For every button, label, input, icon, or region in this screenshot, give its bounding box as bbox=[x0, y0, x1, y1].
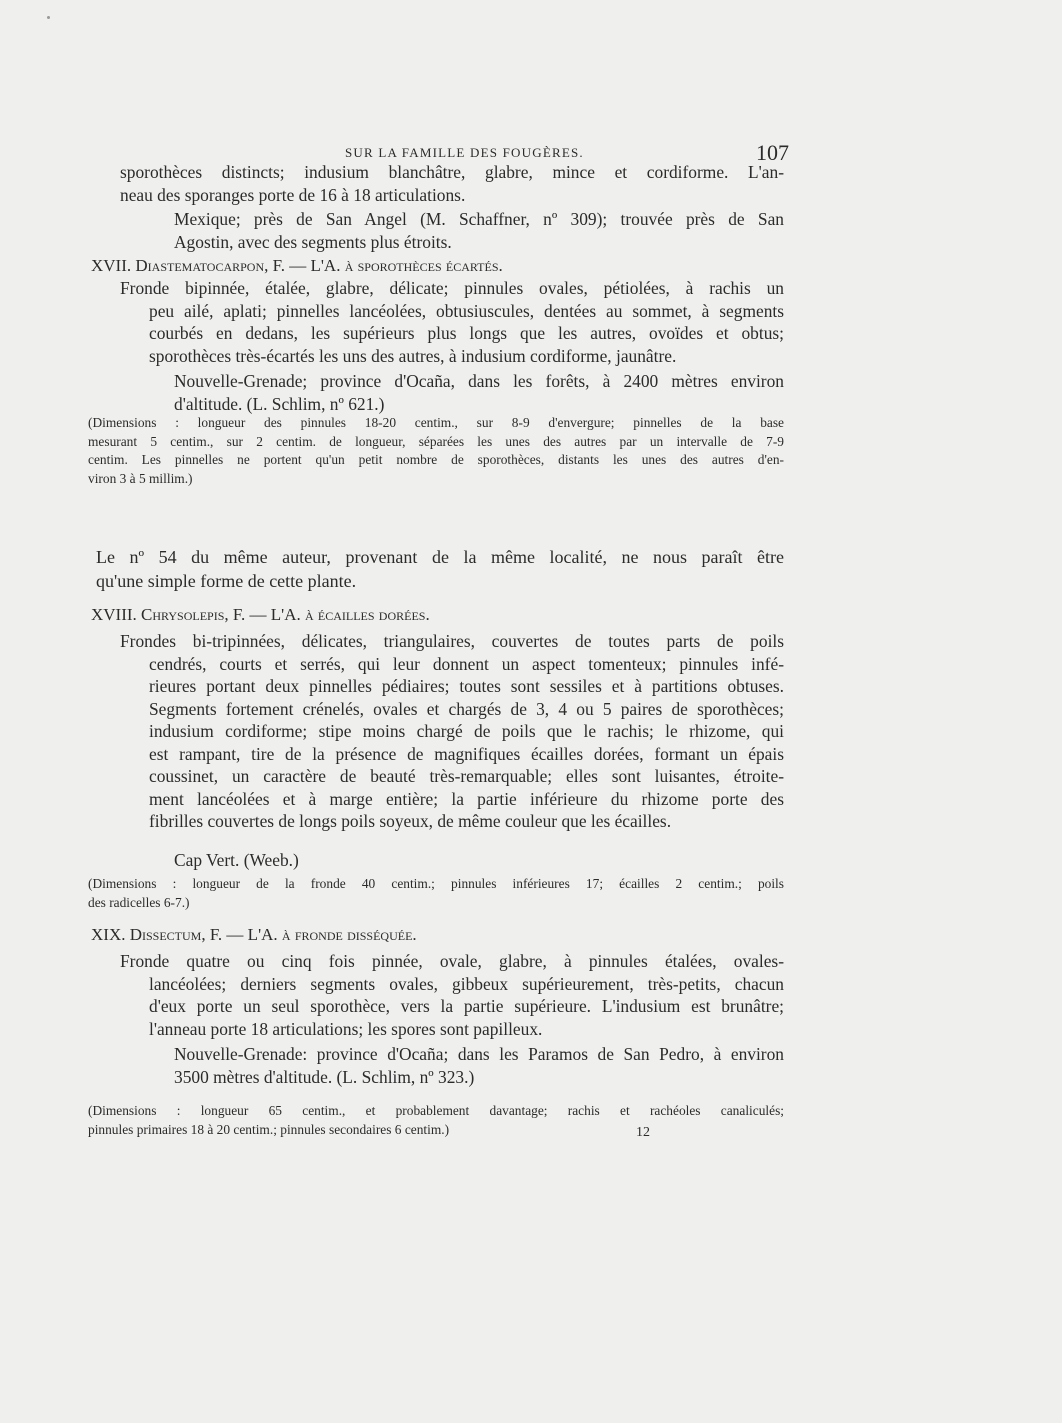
text-line: d'eux porte un seul sporothèce, vers la partie supérieure. L'indusium est brunâtre; bbox=[149, 996, 784, 1016]
dimensions-note bbox=[88, 414, 784, 488]
text-line: qu'une simple forme de cette plante. bbox=[96, 571, 357, 591]
species-description: , F. — L'A. à fronde disséquée. bbox=[201, 925, 417, 944]
text-line: courbés en dedans, les supérieurs plus longs que les autres, ovoïdes et obtus; bbox=[149, 323, 784, 343]
text-line: des radicelles 6-7.) bbox=[88, 894, 190, 910]
description-paragraph bbox=[120, 630, 784, 833]
text-line: Nouvelle-Grenade; province d'Ocaña, dans les forêts, à 2400 mètres environ bbox=[174, 371, 784, 391]
remark-paragraph bbox=[96, 545, 784, 593]
description-paragraph bbox=[120, 950, 784, 1040]
text-line: 3500 mètres d'altitude. (L. Schlim, nº 323.) bbox=[174, 1066, 475, 1087]
section-heading-xix bbox=[91, 924, 417, 946]
species-description: , F. — L'A. à sporothèces écartés. bbox=[264, 256, 503, 275]
text-line: cendrés, courts et serrés, qui leur donnent un aspect tomenteux; pinnules infé- bbox=[149, 653, 784, 674]
page-number: 107 bbox=[756, 140, 789, 165]
text-line: neau des sporanges porte de 16 à 18 articulations. bbox=[120, 184, 466, 205]
dimensions-note bbox=[88, 875, 784, 912]
paper-speck bbox=[47, 16, 50, 19]
section-number: XVIII. bbox=[91, 605, 137, 624]
species-name: Chrysolepis bbox=[141, 605, 225, 624]
dimensions-note bbox=[88, 1102, 784, 1139]
text-line: l'anneau porte 18 articulations; les spores sont papilleux. bbox=[149, 1018, 543, 1039]
text-line: centim. Les pinnelles ne portent qu'un petit nombre de sporothèces, distants les unes des autres d'en- bbox=[88, 452, 784, 467]
text-line: est rampant, tire de la présence de magnifiques écailles dorées, formant un épais bbox=[149, 743, 784, 764]
locality-paragraph bbox=[174, 849, 299, 872]
text-line: rieures portant deux pinnelles pédiaires; toutes sont sessiles et à partitions obtuses. bbox=[149, 676, 784, 696]
section-number: XIX. bbox=[91, 925, 126, 944]
section-heading-xviii bbox=[91, 604, 430, 626]
running-header: SUR LA FAMILLE DES FOUGÈRES. bbox=[345, 145, 584, 160]
text-line: Fronde bipinnée, étalée, glabre, délicate; pinnules ovales, pétiolées, à rachis un bbox=[120, 278, 784, 298]
text-line: lancéolées; derniers segments ovales, gibbeux supérieurement, très-petits, chacun bbox=[149, 973, 784, 994]
text-line: indusium cordiforme; stipe moins chargé de poils que le rachis; le rhizome, qui bbox=[149, 721, 784, 741]
text-line: (Dimensions : longueur 65 centim., et probablement davantage; rachis et rachéoles canaliculés; bbox=[88, 1103, 784, 1118]
text-line: Nouvelle-Grenade: province d'Ocaña; dans les Paramos de San Pedro, à environ bbox=[174, 1044, 784, 1064]
text-line: d'altitude. (L. Schlim, nº 621.) bbox=[174, 393, 385, 414]
text-line: Mexique; près de San Angel (M. Schaffner, nº 309); trouvée près de San bbox=[174, 209, 784, 229]
text-line: (Dimensions : longueur de la fronde 40 centim.; pinnules inférieures 17; écailles 2 centim.; poils bbox=[88, 876, 784, 891]
text-line: Le nº 54 du même auteur, provenant de la même localité, ne nous paraît être bbox=[96, 547, 784, 567]
section-heading-xvii bbox=[91, 255, 503, 277]
signature-mark: 12 bbox=[636, 1125, 650, 1140]
paragraph-continuation bbox=[120, 161, 784, 206]
text-line: Segments fortement crénelés, ovales et chargés de 3, 4 ou 5 paires de sporothèces; bbox=[149, 698, 784, 719]
text-line: Cap Vert. (Weeb.) bbox=[174, 850, 299, 870]
species-description: , F. — L'A. à écailles dorées. bbox=[224, 605, 430, 624]
locality-paragraph bbox=[174, 370, 784, 415]
locality-paragraph bbox=[174, 1043, 784, 1088]
text-line: (Dimensions : longueur des pinnules 18-20 centim., sur 8-9 d'envergure; pinnelles de la base bbox=[88, 415, 784, 430]
locality-paragraph bbox=[174, 208, 784, 253]
text-line: sporothèces très-écartés les uns des autres, à indusium cordiforme, jaunâtre. bbox=[149, 345, 677, 366]
species-name: Dissectum bbox=[129, 925, 202, 944]
description-paragraph bbox=[120, 277, 784, 367]
text-line: sporothèces distincts; indusium blanchâtre, glabre, mince et cordiforme. L'an- bbox=[120, 162, 784, 182]
text-line: coussinet, un caractère de beauté très-remarquable; elles sont luisantes, étroite- bbox=[149, 766, 784, 786]
text-line: ment lancéolées et à marge entière; la partie inférieure du rhizome porte des bbox=[149, 788, 784, 809]
text-line: Fronde quatre ou cinq fois pinnée, ovale, glabre, à pinnules étalées, ovales- bbox=[120, 951, 784, 971]
text-line: mesurant 5 centim., sur 2 centim. de longueur, séparées les unes des autres par un intervalle de 7-9 bbox=[88, 433, 784, 449]
text-line: Agostin, avec des segments plus étroits. bbox=[174, 231, 452, 252]
species-name: Diastematocarpon bbox=[135, 256, 265, 275]
text-line: peu ailé, aplati; pinnelles lancéolées, obtusiuscules, dentées au sommet, à segments bbox=[149, 300, 784, 321]
section-number: XVII. bbox=[91, 256, 132, 275]
text-line: Frondes bi-tripinnées, délicates, triangulaires, couvertes de toutes parts de poils bbox=[120, 631, 784, 651]
text-line: fibrilles couvertes de longs poils soyeux, de même couleur que les écailles. bbox=[149, 811, 672, 831]
text-line: pinnules primaires 18 à 20 centim.; pinnules secondaires 6 centim.) bbox=[88, 1121, 450, 1137]
text-line: viron 3 à 5 millim.) bbox=[88, 470, 193, 486]
